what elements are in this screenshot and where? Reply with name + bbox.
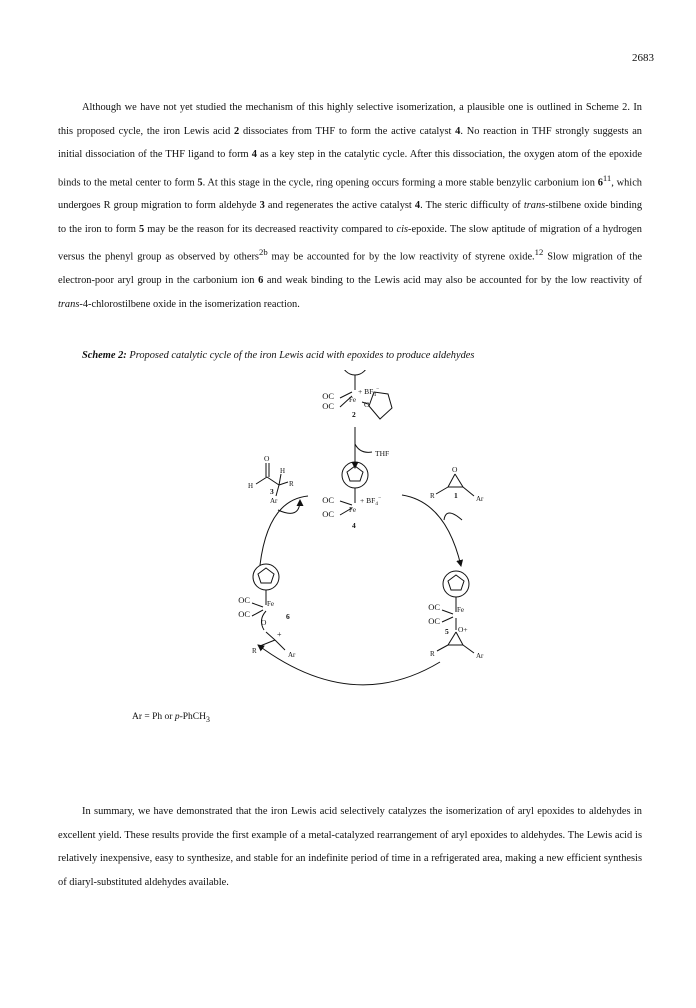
svg-text:OC: OC xyxy=(238,595,250,605)
svg-text:OC: OC xyxy=(238,609,250,619)
svg-text:3: 3 xyxy=(270,487,274,496)
svg-text:4: 4 xyxy=(352,521,356,530)
svg-text:+: + xyxy=(277,630,282,639)
svg-text:O: O xyxy=(364,400,370,409)
svg-text:2: 2 xyxy=(352,410,356,419)
svg-text:OC: OC xyxy=(322,401,334,411)
svg-text:Fe: Fe xyxy=(349,506,356,514)
svg-text:OC: OC xyxy=(322,509,334,519)
svg-text:1: 1 xyxy=(454,491,458,500)
svg-text:Ar: Ar xyxy=(288,651,296,659)
svg-text:R: R xyxy=(430,650,435,658)
svg-text:+ BF4−: + $BF_4^-$ xyxy=(358,386,380,398)
svg-text:R: R xyxy=(289,480,294,488)
svg-text:R: R xyxy=(430,492,435,500)
svg-text:O: O xyxy=(261,618,267,627)
svg-text:OC: OC xyxy=(322,391,334,401)
svg-text:OC: OC xyxy=(322,495,334,505)
svg-text:R: R xyxy=(252,647,257,655)
svg-text:H: H xyxy=(280,467,286,475)
svg-text:Ar: Ar xyxy=(476,652,484,660)
svg-text:Fe: Fe xyxy=(267,600,274,608)
svg-text:+ BF4−: + $BF_4^-$ xyxy=(360,495,382,507)
svg-text:Fe: Fe xyxy=(349,396,356,404)
svg-text:Ar: Ar xyxy=(270,497,278,505)
svg-text:Fe: Fe xyxy=(457,606,464,614)
aryl-definition: Ar = Ph or p-PhCH$_3$ xyxy=(132,712,210,724)
compound-5 xyxy=(437,571,474,653)
paragraph-summary: In summary, we have demonstrated that the iron Lewis acid selectively catalyzes the isomerization of aryl epoxides to aldehydes in excellent yield. These results provide the first example of a metal-catalyzed rearrangement of aryl epoxides to aldehydes. The Lewis acid is relatively inexpensive, easy to synthesize, and stable for an indefinite period of time in a refrigerated area, making a new efficient synthesis of diaryl-substituted aldehydes available. xyxy=(58,806,642,888)
svg-text:OC: OC xyxy=(428,616,440,626)
svg-text:THF: THF xyxy=(375,449,390,458)
svg-text:O+: O+ xyxy=(458,625,468,634)
svg-text:O: O xyxy=(264,454,270,463)
svg-text:5: 5 xyxy=(445,627,449,636)
scheme-2-catalytic-cycle xyxy=(0,370,696,700)
scheme-caption: Scheme 2: Proposed catalytic cycle of the iron Lewis acid with epoxides to produce aldehydes xyxy=(82,350,475,361)
svg-text:H: H xyxy=(248,482,254,490)
svg-text:6: 6 xyxy=(286,612,290,621)
svg-text:Ar: Ar xyxy=(476,495,484,503)
svg-text:O: O xyxy=(452,465,458,474)
svg-text:OC: OC xyxy=(428,602,440,612)
page-number: 2683 xyxy=(632,52,654,64)
paragraph-mechanism: Although we have not yet studied the mechanism of this highly selective isomerization, a plausible one is outlined in Scheme 2. In this proposed cycle, the iron Lewis acid 2 dissociates from THF to form the active catalyst 4. No reaction in THF strongly suggests an initial dissociation of the THF ligand to form 4 as a key step in the catalytic cycle. After this dissociation, the oxygen atom of the epoxide binds to the metal center to form 5. At this stage in the cycle, ring opening occurs forming a more stable benzylic carbonium ion $6^{11}$, which undergoes R group migration to form aldehyde 3 and regenerates the active catalyst 4. The steric difficulty of trans-stilbene oxide binding to the iron to form 5 may be the reason for its decreased reactivity compared to cis-epoxide. The slow aptitude of migration of a hydrogen versus the phenyl group as observed by others$^{2b}$ may be accounted for by the low reactivity of styrene oxide.$^{12}$ Slow migration of the electron-poor aryl group in the carbonium ion 6 and weak binding to the Lewis acid may also be accounted for by the low reactivity of trans-4-chlorostilbene oxide in the isomerization reaction. xyxy=(58,102,643,310)
